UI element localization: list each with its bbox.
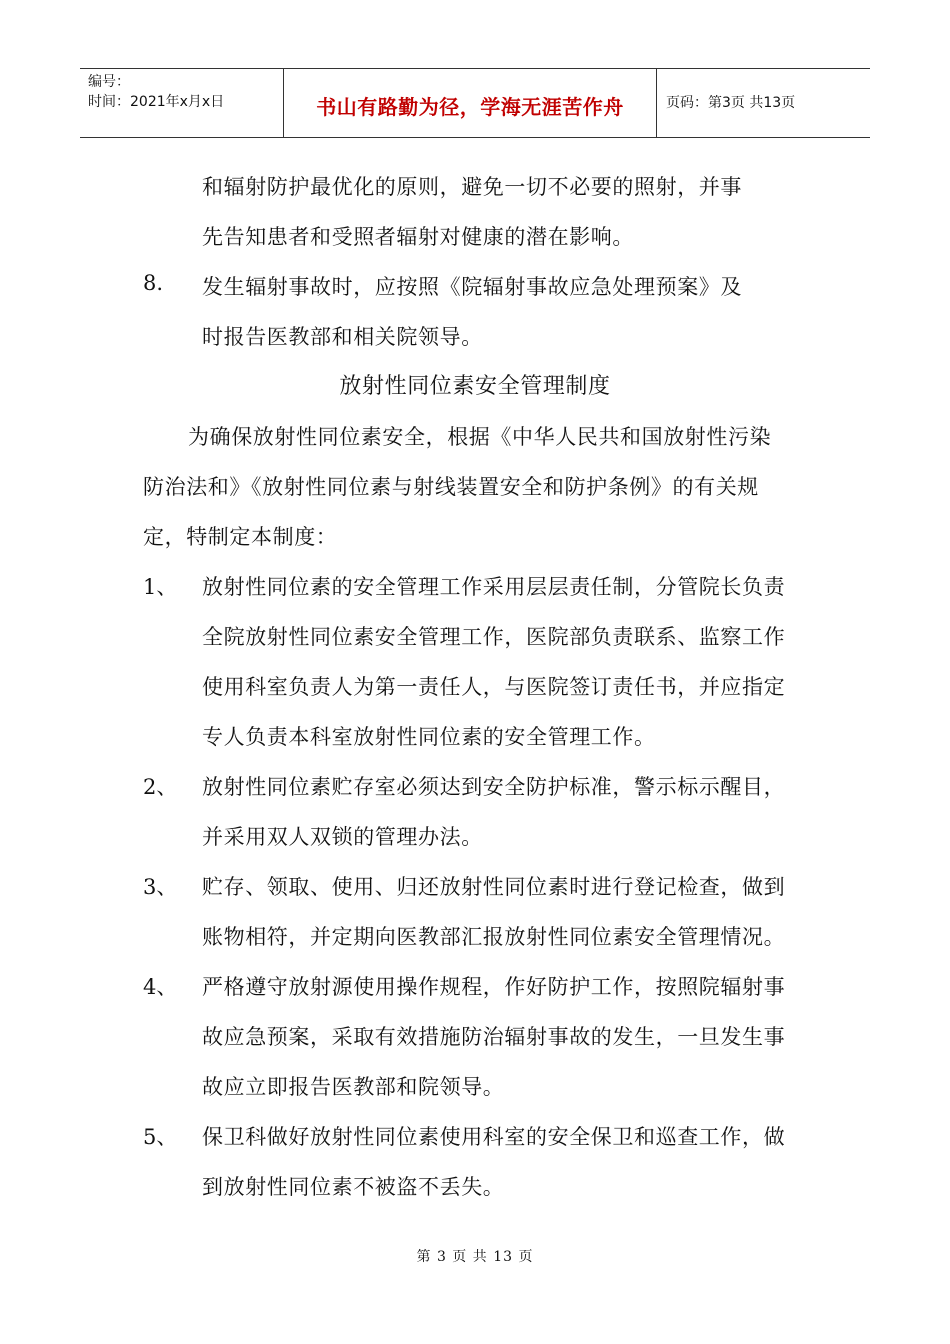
list-item-number: 2、 xyxy=(143,775,178,799)
header-meta-cell xyxy=(80,69,283,137)
intro-line: 为确保放射性同位素安全，根据《中华人民共和国放射性污染 xyxy=(188,425,772,449)
page-label: 页码：第3页 共13页 xyxy=(666,95,796,111)
list-item-line: 故应急预案，采取有效措施防治辐射事故的发生，一旦发生事 xyxy=(202,1025,786,1049)
list-item-line: 账物相符，并定期向医教部汇报放射性同位素安全管理情况。 xyxy=(202,925,786,949)
motto-text: 书山有路勤为径，学海无涯苦作舟 xyxy=(316,95,624,119)
list-item-line: 保卫科做好放射性同位素使用科室的安全保卫和巡查工作，做 xyxy=(202,1125,786,1149)
list-item-line: 严格遵守放射源使用操作规程，作好防护工作，按照院辐射事 xyxy=(202,975,786,999)
header-page-cell xyxy=(656,69,870,137)
number-label: 编号： xyxy=(88,74,130,90)
list-item-line: 使用科室负责人为第一责任人，与医院签订责任书，并应指定 xyxy=(202,675,786,699)
list-item-number: 3、 xyxy=(143,875,178,899)
intro-line: 防治法和》《放射性同位素与射线装置安全和防护条例》的有关规 xyxy=(143,475,759,499)
header-motto-cell xyxy=(283,69,657,137)
page-header xyxy=(80,68,870,138)
list-item-line: 时报告医教部和相关院领导。 xyxy=(202,325,483,349)
time-label: 时间：2021年x月x日 xyxy=(88,94,225,110)
list-item-number: 1、 xyxy=(143,575,178,599)
list-item-line: 放射性同位素贮存室必须达到安全防护标准，警示标示醒目， xyxy=(202,775,786,799)
list-item-number: 5、 xyxy=(143,1125,178,1149)
page-footer: 第 3 页 共 13 页 xyxy=(416,1249,534,1265)
list-item-line: 全院放射性同位素安全管理工作，医院部负责联系、监察工作 xyxy=(202,625,786,649)
list-item-line: 故应立即报告医教部和院领导。 xyxy=(202,1075,505,1099)
list-item-line: 发生辐射事故时，应按照《院辐射事故应急处理预案》及 xyxy=(202,275,742,299)
list-item-line: 专人负责本科室放射性同位素的安全管理工作。 xyxy=(202,725,656,749)
section-title: 放射性同位素安全管理制度 xyxy=(339,374,611,399)
list-item-line: 到放射性同位素不被盗不丢失。 xyxy=(202,1175,505,1199)
list-item-line: 放射性同位素的安全管理工作采用层层责任制，分管院长负责 xyxy=(202,575,786,599)
list-item-line: 并采用双人双锁的管理办法。 xyxy=(202,825,483,849)
list-item-number: 4、 xyxy=(143,975,178,999)
list-item-line: 贮存、领取、使用、归还放射性同位素时进行登记检查，做到 xyxy=(202,875,786,899)
list-item-number: 8. xyxy=(143,271,164,295)
intro-line: 定，特制定本制度： xyxy=(143,525,338,549)
body-line: 先告知患者和受照者辐射对健康的潜在影响。 xyxy=(202,225,634,249)
body-line: 和辐射防护最优化的原则，避免一切不必要的照射，并事 xyxy=(202,175,742,199)
